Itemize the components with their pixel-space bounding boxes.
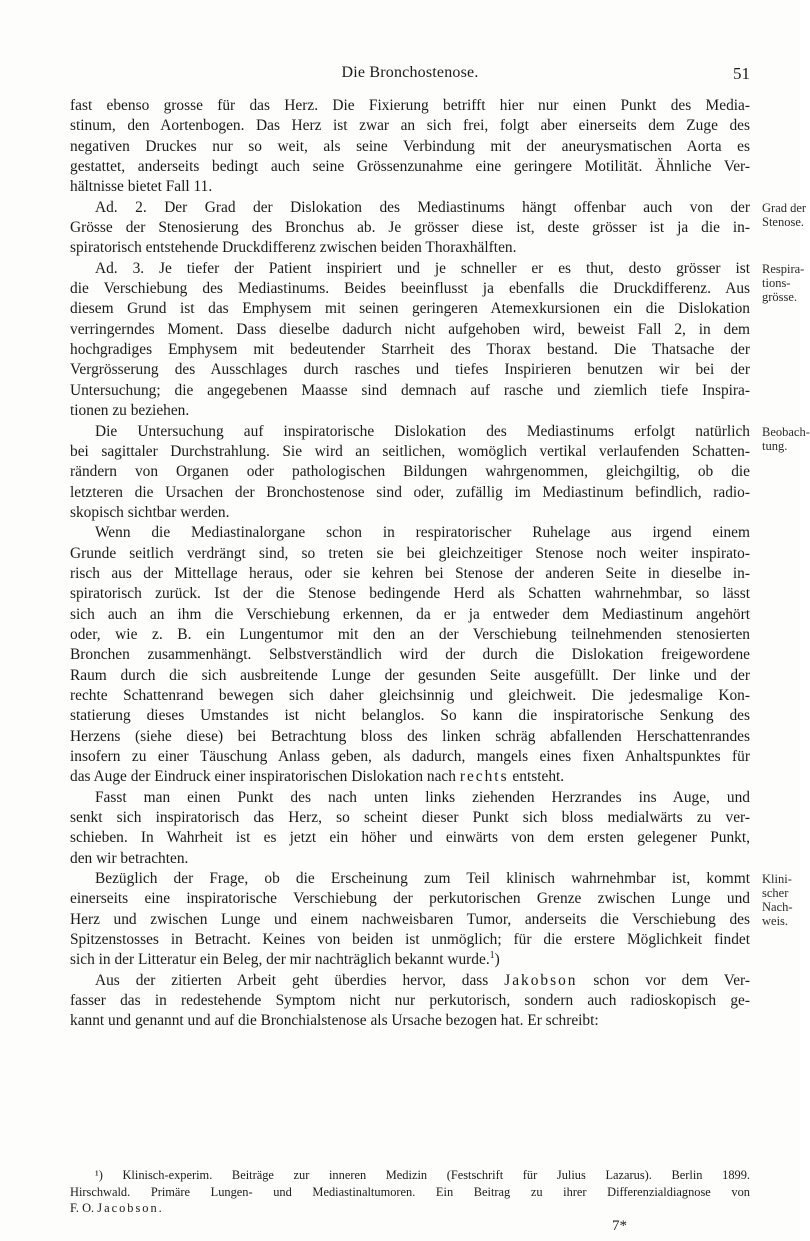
margin-note-line: tung.: [762, 438, 788, 453]
margin-note-line: Klini-: [762, 872, 792, 887]
footnote-line: ¹) Klinisch-experim. Beiträge zur inneren Medizin (Festschrift für Julius Lazarus). Berlin 1899.: [95, 1168, 750, 1182]
text-line: Grunde seitlich verdrängt sind, so treten sie bei gleichzeitiger Stenose noch weiter inspirato-: [70, 544, 750, 562]
text-line: Ad. 2. Der Grad der Dislokation des Mediastinums hängt offenbar auch von der: [95, 198, 750, 216]
footnotes: [70, 1167, 750, 1217]
text-line: Die Untersuchung auf inspiratorische Dislokation des Mediastinums erfolgt natürlich: [95, 422, 750, 440]
text-line: stinum, den Aortenbogen. Das Herz ist zwar an sich frei, folgt aber einerseits dem Zuge des: [70, 117, 750, 135]
margin-note-line: grösse.: [762, 289, 798, 304]
text-line: verringerndes Moment. Dass dieselbe dadurch nicht aufgehoben wird, beweist Fall 2, in dem: [70, 320, 750, 338]
text-line: Ad. 3. Je tiefer der Patient inspiriert und je schneller er es thut, desto grösser ist: [95, 259, 750, 277]
text-line: Bezüglich der Frage, ob die Erscheinung zum Teil klinisch wahrnehmbar ist, kommt: [95, 870, 750, 888]
text-line: risch aus der Mittellage heraus, oder sie kehren bei Stenose der anderen Seite in dieselbe in-: [70, 564, 750, 582]
text-line: tionen zu beziehen.: [70, 402, 190, 420]
margin-note-line: Nach-: [762, 900, 793, 915]
text-line: insofern zu einer Täuschung Anlass geben, als dadurch, mangels eines fixen Anhaltspunktes für: [70, 748, 750, 765]
margin-note-line: Beobach-: [762, 424, 810, 439]
text-line: hochgradiges Emphysem mit bedeutender Starrheit des Thorax bestand. Die Thatsache der: [70, 341, 750, 359]
text-line: fasser das in redestehende Symptom nicht nur perkutorisch, sondern auch radioskopisch ge-: [70, 992, 750, 1010]
text-line: Vergrösserung des Ausschlages durch rasches und tiefes Inspirieren benutzen wir bei der: [70, 361, 750, 379]
margin-note: [762, 424, 810, 453]
footnote-line: F. O. Jacobson.: [70, 1201, 164, 1216]
text-line: Raum durch die sich ausbreitende Lunge der gesunden Seite ausgefüllt. Der linke und der: [70, 666, 750, 684]
margin-note-line: Stenose.: [762, 214, 805, 229]
margin-note: [762, 261, 805, 304]
text-line: statierung dieses Umstandes ist nicht belanglos. So kann die inspiratorische Senkung des: [70, 707, 750, 725]
margin-note-line: tions-: [762, 275, 791, 290]
margin-note-line: weis.: [762, 914, 789, 929]
text-line: Untersuchung; die angegebenen Maasse sind demnach auf rasche und ziemlich tiefe Inspira-: [70, 381, 750, 399]
text-line: letzteren die Ursachen der Bronchostenose sind oder, zufällig im Mediastinum befindlich, radio-: [70, 483, 750, 501]
text-line: Grösse der Stenosierung des Bronchus ab. Je grösser diese ist, deste grösser ist ja die in-: [70, 219, 750, 237]
page-number: 51: [733, 64, 750, 83]
text-line: diesem Grund ist das Emphysem mit seinen geringeren Atemexkursionen ein die Dislokation: [70, 300, 750, 318]
text-line: bei sagittaler Durchstrahlung. Sie wird an seitlichen, womöglich vertikal verlaufenden Schatten-: [70, 442, 750, 460]
margin-note: [762, 200, 807, 229]
footnote-line: Hirschwald. Primäre Lungen- und Mediastinaltumoren. Ein Beitrag zu ihrer Differenzialdiagnose von: [70, 1184, 750, 1199]
text-line: rechte Schattenrand bewegen sich daher gleichsinnig und gleichweit. Die jedesmalige Kon-: [70, 686, 750, 704]
text-line: Fasst man einen Punkt des nach unten links ziehenden Herzrandes ins Auge, und: [95, 788, 750, 806]
text-line: oder, wie z. B. ein Lungentumor mit den an der Verschiebung teilnehmenden stenosierten: [70, 625, 750, 643]
text-line: kannt und genannt und auf die Bronchialstenose als Ursache bezogen hat. Er schreibt:: [70, 1012, 599, 1030]
margin-note: [762, 872, 802, 928]
footnote-marker: 1: [489, 950, 495, 962]
text-line: rändern von Organen oder pathologischen Bildungen wahrgenommen, gleichgiltig, ob die: [70, 463, 750, 481]
signature-mark: 7*: [612, 1218, 627, 1234]
spaced-emphasis: rechts: [459, 768, 509, 786]
text-line: senkt sich inspiratorisch das Herz, so scheint dieser Punkt sich bloss medialwärts zu ver-: [70, 809, 750, 827]
text-line: spiratorisch entstehende Druckdifferenz zwischen beiden Thoraxhälften.: [70, 239, 517, 257]
text-line: Aus der zitierten Arbeit geht überdies hervor, dass Jakobson schon vor dem Ver-: [95, 971, 750, 989]
text-line: sich auch an ihm die Verschiebung erkennen, da er ja entweder dem Mediastinum angehört: [70, 605, 750, 623]
text-line: negativen Druckes nur so weit, als seine Verbindung mit der aneurysmatischen Aorta es: [70, 137, 750, 155]
text-line: den wir betrachten.: [70, 849, 189, 867]
text-line: spiratorisch zurück. Ist der die Stenose bedingende Herd als Schatten wahrnehmbar, so lässt: [70, 585, 750, 603]
text-line: fast ebenso grosse für das Herz. Die Fixierung betrifft hier nur einen Punkt des Media-: [70, 97, 750, 114]
text-line: gestattet, anderseits bedingt auch seine Grössenzunahme eine geringere Motilität. Ähnliche Ver-: [70, 158, 750, 176]
text-line: schieben. In Wahrheit ist es jetzt ein höher und einwärts von dem ersten gelegener Punkt,: [70, 829, 750, 847]
margin-note-line: Grad der: [762, 200, 807, 215]
margin-note-line: Respira-: [762, 261, 805, 276]
running-title: Die Bronchostenose.: [341, 64, 479, 81]
text-line: Wenn die Mediastinalorgane schon in respiratorischer Ruhelage aus irgend einem: [95, 524, 750, 542]
spaced-emphasis: Jacobson.: [97, 1201, 164, 1216]
text-line: das Auge der Eindruck einer inspiratorischen Dislokation nach rechts entsteht.: [70, 768, 565, 786]
text-line: einerseits eine inspiratorische Verschiebung der perkutorischen Grenze zwischen Lunge und: [70, 890, 750, 908]
text-line: Bronchen zusammenhängt. Selbstverständlich wird der durch die Dislokation freigewordene: [70, 646, 750, 664]
text-line: Herz und zwischen Lunge und einem nachweisbaren Tumor, anderseits die Verschiebung des: [70, 910, 750, 928]
spaced-emphasis: Jakobson: [504, 971, 578, 989]
text-line: die Verschiebung des Mediastinums. Beides beeinflusst ja ebenfalls die Druckdifferenz. Aus: [70, 280, 750, 298]
text-line: Spitzenstosses in Betracht. Keines von beiden ist unmöglich; für die erstere Möglichkeit findet: [70, 931, 750, 949]
text-line: hältnisse bietet Fall 11.: [70, 178, 213, 196]
margin-note-line: scher: [762, 886, 789, 901]
body-text: [70, 96, 750, 1032]
text-line: Herzens (siehe diese) bei Betrachtung bloss des linken schräg abfallenden Herschattenrandes: [70, 727, 750, 745]
text-line: sich in der Litteratur ein Beleg, der mir nachträglich bekannt wurde.$^1$): [70, 950, 500, 969]
text-line: skopisch sichtbar werden.: [70, 503, 230, 521]
running-head: [70, 64, 750, 86]
